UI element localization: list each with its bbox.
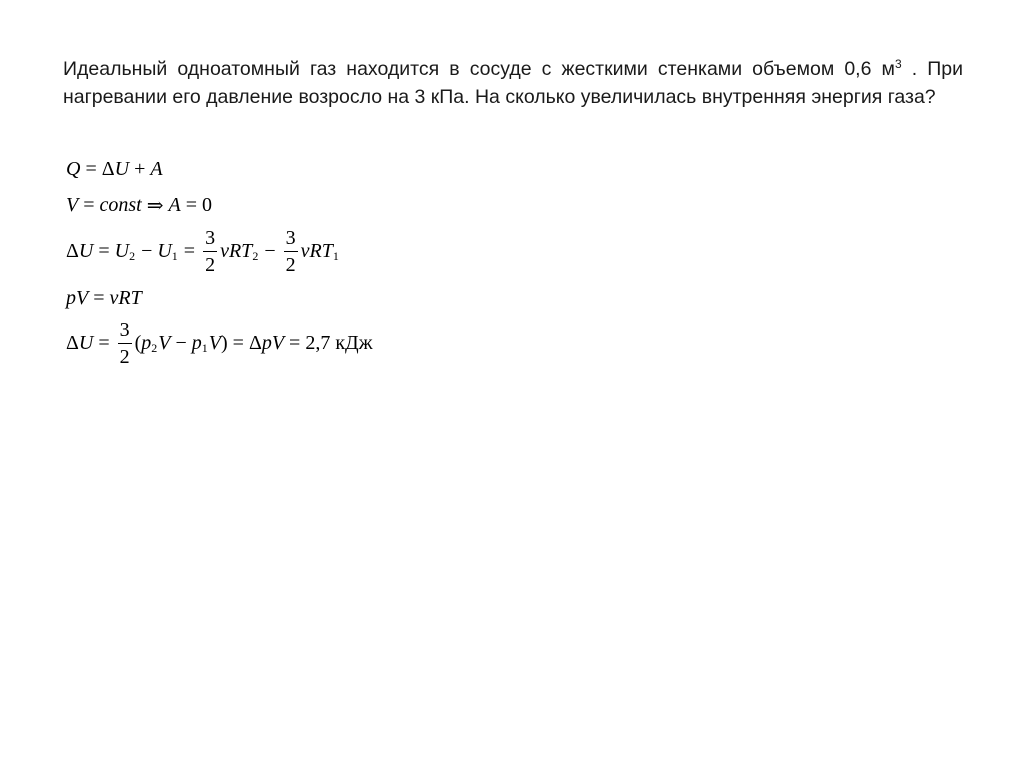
minus-sign: −	[141, 240, 153, 262]
symbol-u: U	[78, 240, 94, 262]
result-unit: кДж	[335, 332, 373, 354]
zero-value: 0	[201, 194, 212, 216]
fraction-three-halves	[203, 228, 217, 275]
symbol-v: V	[76, 287, 89, 309]
symbol-u: U	[114, 240, 130, 262]
fraction-numerator: 3	[285, 227, 296, 249]
subscript-two: 2	[151, 341, 158, 355]
symbol-u: U	[114, 158, 130, 180]
const-word: const	[99, 194, 142, 216]
symbol-q: Q	[66, 158, 81, 180]
equals-sign: =	[83, 194, 95, 216]
symbol-rt: RT	[118, 287, 142, 309]
nu-symbol: ν	[109, 287, 119, 309]
plus-sign: +	[134, 158, 146, 180]
equals-sign: =	[185, 194, 197, 216]
symbol-a: A	[168, 194, 181, 216]
fraction-numerator: 3	[205, 227, 216, 249]
open-paren: (	[134, 332, 142, 354]
equals-sign: =	[289, 332, 301, 354]
fraction-three-halves	[284, 228, 298, 275]
nu-symbol: ν	[220, 240, 229, 262]
symbol-p: p	[191, 332, 202, 354]
equation-isochoric	[66, 193, 212, 218]
subscript-one: 1	[332, 249, 339, 263]
nu-symbol: ν	[300, 240, 310, 262]
symbol-v: V	[271, 332, 285, 354]
symbol-rt: RT	[309, 240, 333, 262]
problem-statement	[63, 55, 963, 111]
fraction-three-halves	[118, 320, 132, 367]
symbol-v: V	[208, 332, 221, 354]
symbol-p: p	[141, 332, 152, 354]
fraction-numerator: 3	[119, 319, 130, 341]
fraction-denominator: 2	[203, 251, 217, 275]
subscript-one: 1	[201, 341, 208, 355]
equation-ideal-gas-law	[66, 287, 142, 310]
equation-first-law	[66, 158, 163, 181]
symbol-p: p	[261, 332, 272, 354]
fraction-denominator: 2	[118, 343, 132, 367]
equals-sign: =	[98, 332, 110, 354]
symbol-rt: RT	[228, 240, 253, 262]
delta-symbol: Δ	[66, 332, 79, 354]
equals-sign: =	[85, 158, 97, 180]
delta-symbol: Δ	[66, 240, 79, 262]
minus-sign: −	[175, 332, 187, 354]
delta-symbol: Δ	[248, 332, 262, 354]
delta-symbol: Δ	[101, 158, 115, 180]
symbol-u: U	[78, 332, 94, 354]
symbol-v: V	[158, 332, 171, 354]
equals-sign: =	[93, 287, 105, 309]
equation-internal-energy-change	[66, 228, 340, 275]
implies-arrow-icon: ⇒	[146, 195, 164, 217]
close-paren: )	[221, 332, 228, 354]
equation-result	[66, 320, 373, 367]
problem-text-rest: . При нагревании его давление возросло на 3 кПа. На сколько увеличилась внутренняя энергия газа?	[63, 58, 963, 108]
equals-sign: =	[232, 332, 244, 354]
symbol-v: V	[66, 194, 79, 216]
problem-text-main: Идеальный одноатомный газ находится в сосуде с жесткими стенками объемом 0,6 м	[63, 58, 895, 80]
equals-sign: =	[98, 240, 110, 262]
minus-sign: −	[264, 240, 276, 262]
cubic-exponent: 3	[894, 57, 902, 71]
equals-sign: =	[183, 240, 196, 262]
symbol-u: U	[157, 240, 172, 262]
subscript-two: 2	[252, 249, 259, 263]
subscript-two: 2	[129, 249, 136, 263]
symbol-p: p	[66, 287, 76, 309]
symbol-a: A	[150, 158, 163, 180]
fraction-denominator: 2	[284, 251, 298, 275]
subscript-one: 1	[171, 249, 178, 263]
result-value: 2,7	[305, 332, 331, 354]
